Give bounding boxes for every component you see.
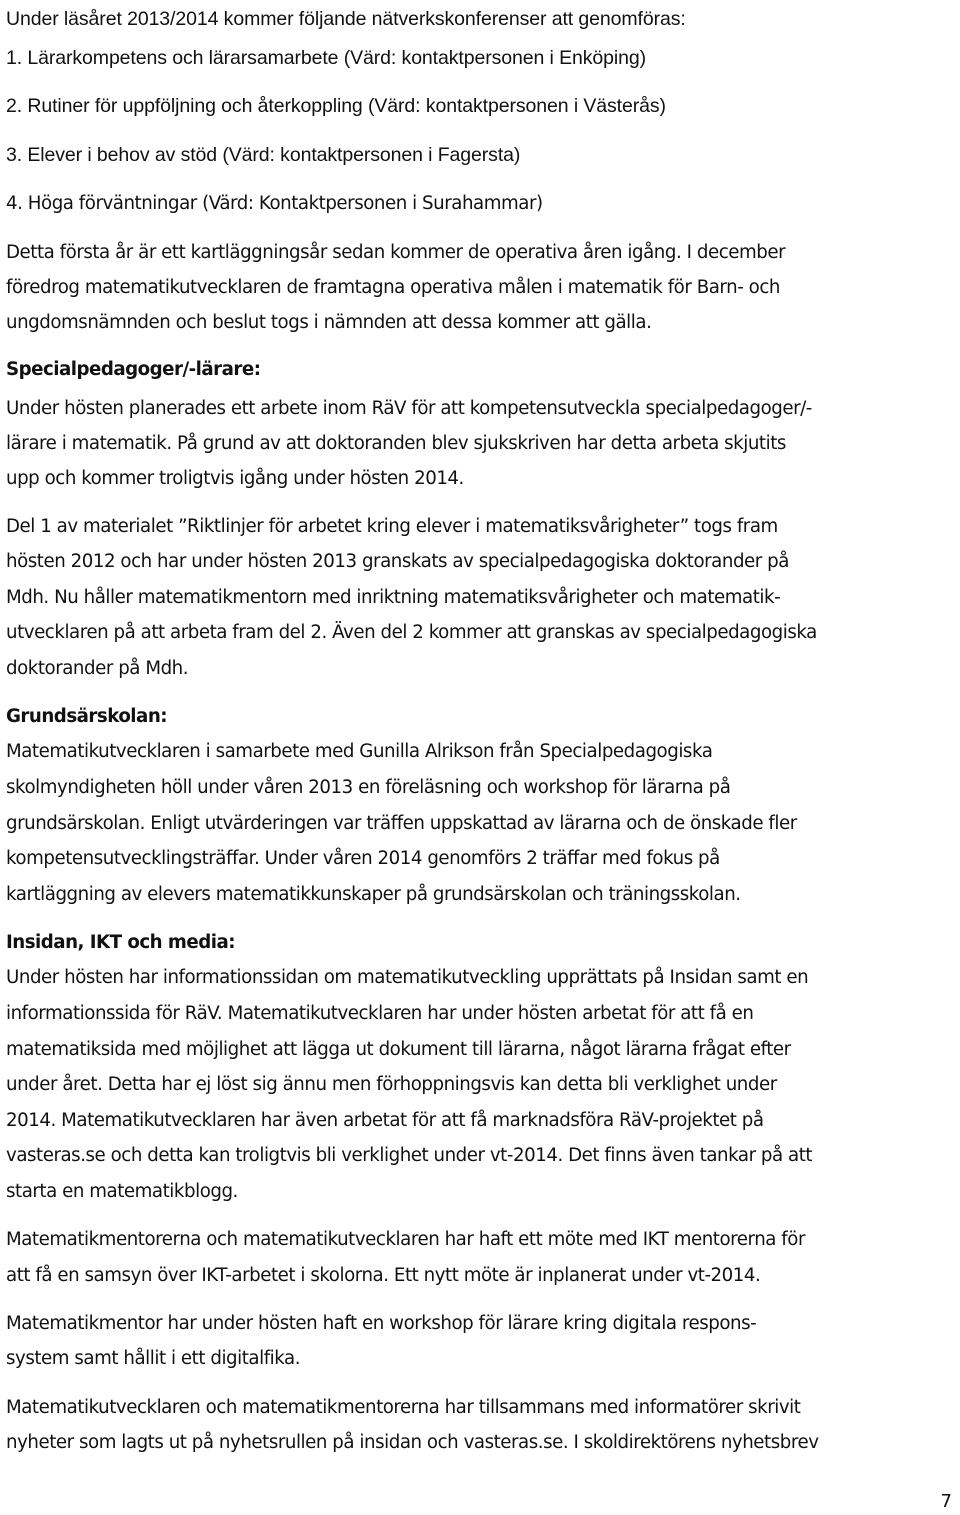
paragraph-line: doktorander på Mdh. [6, 658, 189, 679]
paragraph-line: matematiksida med möjlighet att lägga ut dokument till lärarna, något lärarna frågat efter [6, 1039, 791, 1060]
paragraph-line: Under hösten planerades ett arbete inom RäV för att kompetensutveckla specialpedagoger/- [6, 398, 812, 419]
paragraph-line: hösten 2012 och har under hösten 2013 granskats av specialpedagogiska doktorander på [6, 551, 789, 572]
paragraph-line: grundsärskolan. Enligt utvärderingen var träffen uppskattad av lärarna och de önskade fler [6, 813, 797, 834]
list-item-2: 2. Rutiner för uppföljning och återkoppling (Värd: kontaktpersonen i Västerås) [6, 95, 666, 117]
paragraph-line: Matematikutvecklaren och matematikmentorerna har tillsammans med informatörer skrivit [6, 1397, 801, 1418]
paragraph-line: Matematikmentorerna och matematikutvecklaren har haft ett möte med IKT mentorerna för [6, 1229, 805, 1250]
page-number: 7 [940, 1491, 952, 1512]
list-item-3: 3. Elever i behov av stöd (Värd: kontaktpersonen i Fagersta) [6, 144, 521, 166]
paragraph-line: utvecklaren på att arbeta fram del 2. Även del 2 kommer att granskas av specialpedagogiska [6, 622, 817, 643]
intro-text: Under läsåret 2013/2014 kommer följande nätverkskonferenser att genomföras: [6, 8, 686, 30]
paragraph-line: vasteras.se och detta kan troligtvis bli verklighet under vt-2014. Det finns även tankar på att [6, 1145, 813, 1166]
paragraph-line: föredrog matematikutvecklaren de framtagna operativa målen i matematik för Barn- och [6, 277, 780, 298]
paragraph-line: starta en matematikblogg. [6, 1181, 238, 1202]
paragraph-line: Mdh. Nu håller matematikmentorn med inriktning matematiksvårigheter och matematik- [6, 587, 781, 608]
section-heading-special: Specialpedagoger/-lärare: [6, 359, 261, 380]
paragraph-line: upp och kommer troligtvis igång under hösten 2014. [6, 468, 464, 489]
paragraph-line: lärare i matematik. På grund av att doktoranden blev sjukskriven har detta arbeta skjutits [6, 433, 786, 454]
paragraph-line: ungdomsnämnden och beslut togs i nämnden att dessa kommer att gälla. [6, 312, 652, 333]
paragraph-line: kartläggning av elevers matematikkunskaper på grundsärskolan och träningsskolan. [6, 884, 741, 905]
paragraph-line: Matematikutvecklaren i samarbete med Gunilla Alrikson från Specialpedagogiska [6, 741, 713, 762]
paragraph-line: 2014. Matematikutvecklaren har även arbetat för att få marknadsföra RäV-projektet på [6, 1110, 764, 1131]
paragraph-line: nyheter som lagts ut på nyhetsrullen på insidan och vasteras.se. I skoldirektörens nyhetsbrev [6, 1432, 819, 1453]
section-heading-ikt: Insidan, IKT och media: [6, 932, 235, 953]
paragraph-line: Del 1 av materialet ”Riktlinjer för arbetet kring elever i matematiksvårigheter” togs fram [6, 516, 778, 537]
list-item-1: 1. Lärarkompetens och lärarsamarbete (Värd: kontaktpersonen i Enköping) [6, 47, 646, 69]
paragraph-line: Matematikmentor har under hösten haft en workshop för lärare kring digitala respons- [6, 1313, 757, 1334]
paragraph-line: kompetensutvecklingsträffar. Under våren 2014 genomförs 2 träffar med fokus på [6, 848, 720, 869]
list-item-4: 4. Höga förväntningar (Värd: Kontaktpersonen i Surahammar) [6, 193, 543, 214]
paragraph-line: att få en samsyn över IKT-arbetet i skolorna. Ett nytt möte är inplanerat under vt-2014. [6, 1265, 761, 1286]
document-page [6, 0, 956, 1515]
paragraph-line: under året. Detta har ej löst sig ännu men förhoppningsvis kan detta bli verklighet under [6, 1074, 777, 1095]
paragraph-line: system samt hållit i ett digitalfika. [6, 1348, 301, 1369]
paragraph-line: Under hösten har informationssidan om matematikutveckling upprättats på Insidan samt en [6, 967, 809, 988]
section-heading-grundsarskolan: Grundsärskolan: [6, 706, 168, 727]
paragraph-line: informationssida för RäV. Matematikutvecklaren har under hösten arbetat för att få en [6, 1003, 754, 1024]
paragraph-line: skolmyndigheten höll under våren 2013 en föreläsning och workshop för lärarna på [6, 777, 731, 798]
paragraph-line: Detta första år är ett kartläggningsår sedan kommer de operativa åren igång. I december [6, 242, 786, 263]
